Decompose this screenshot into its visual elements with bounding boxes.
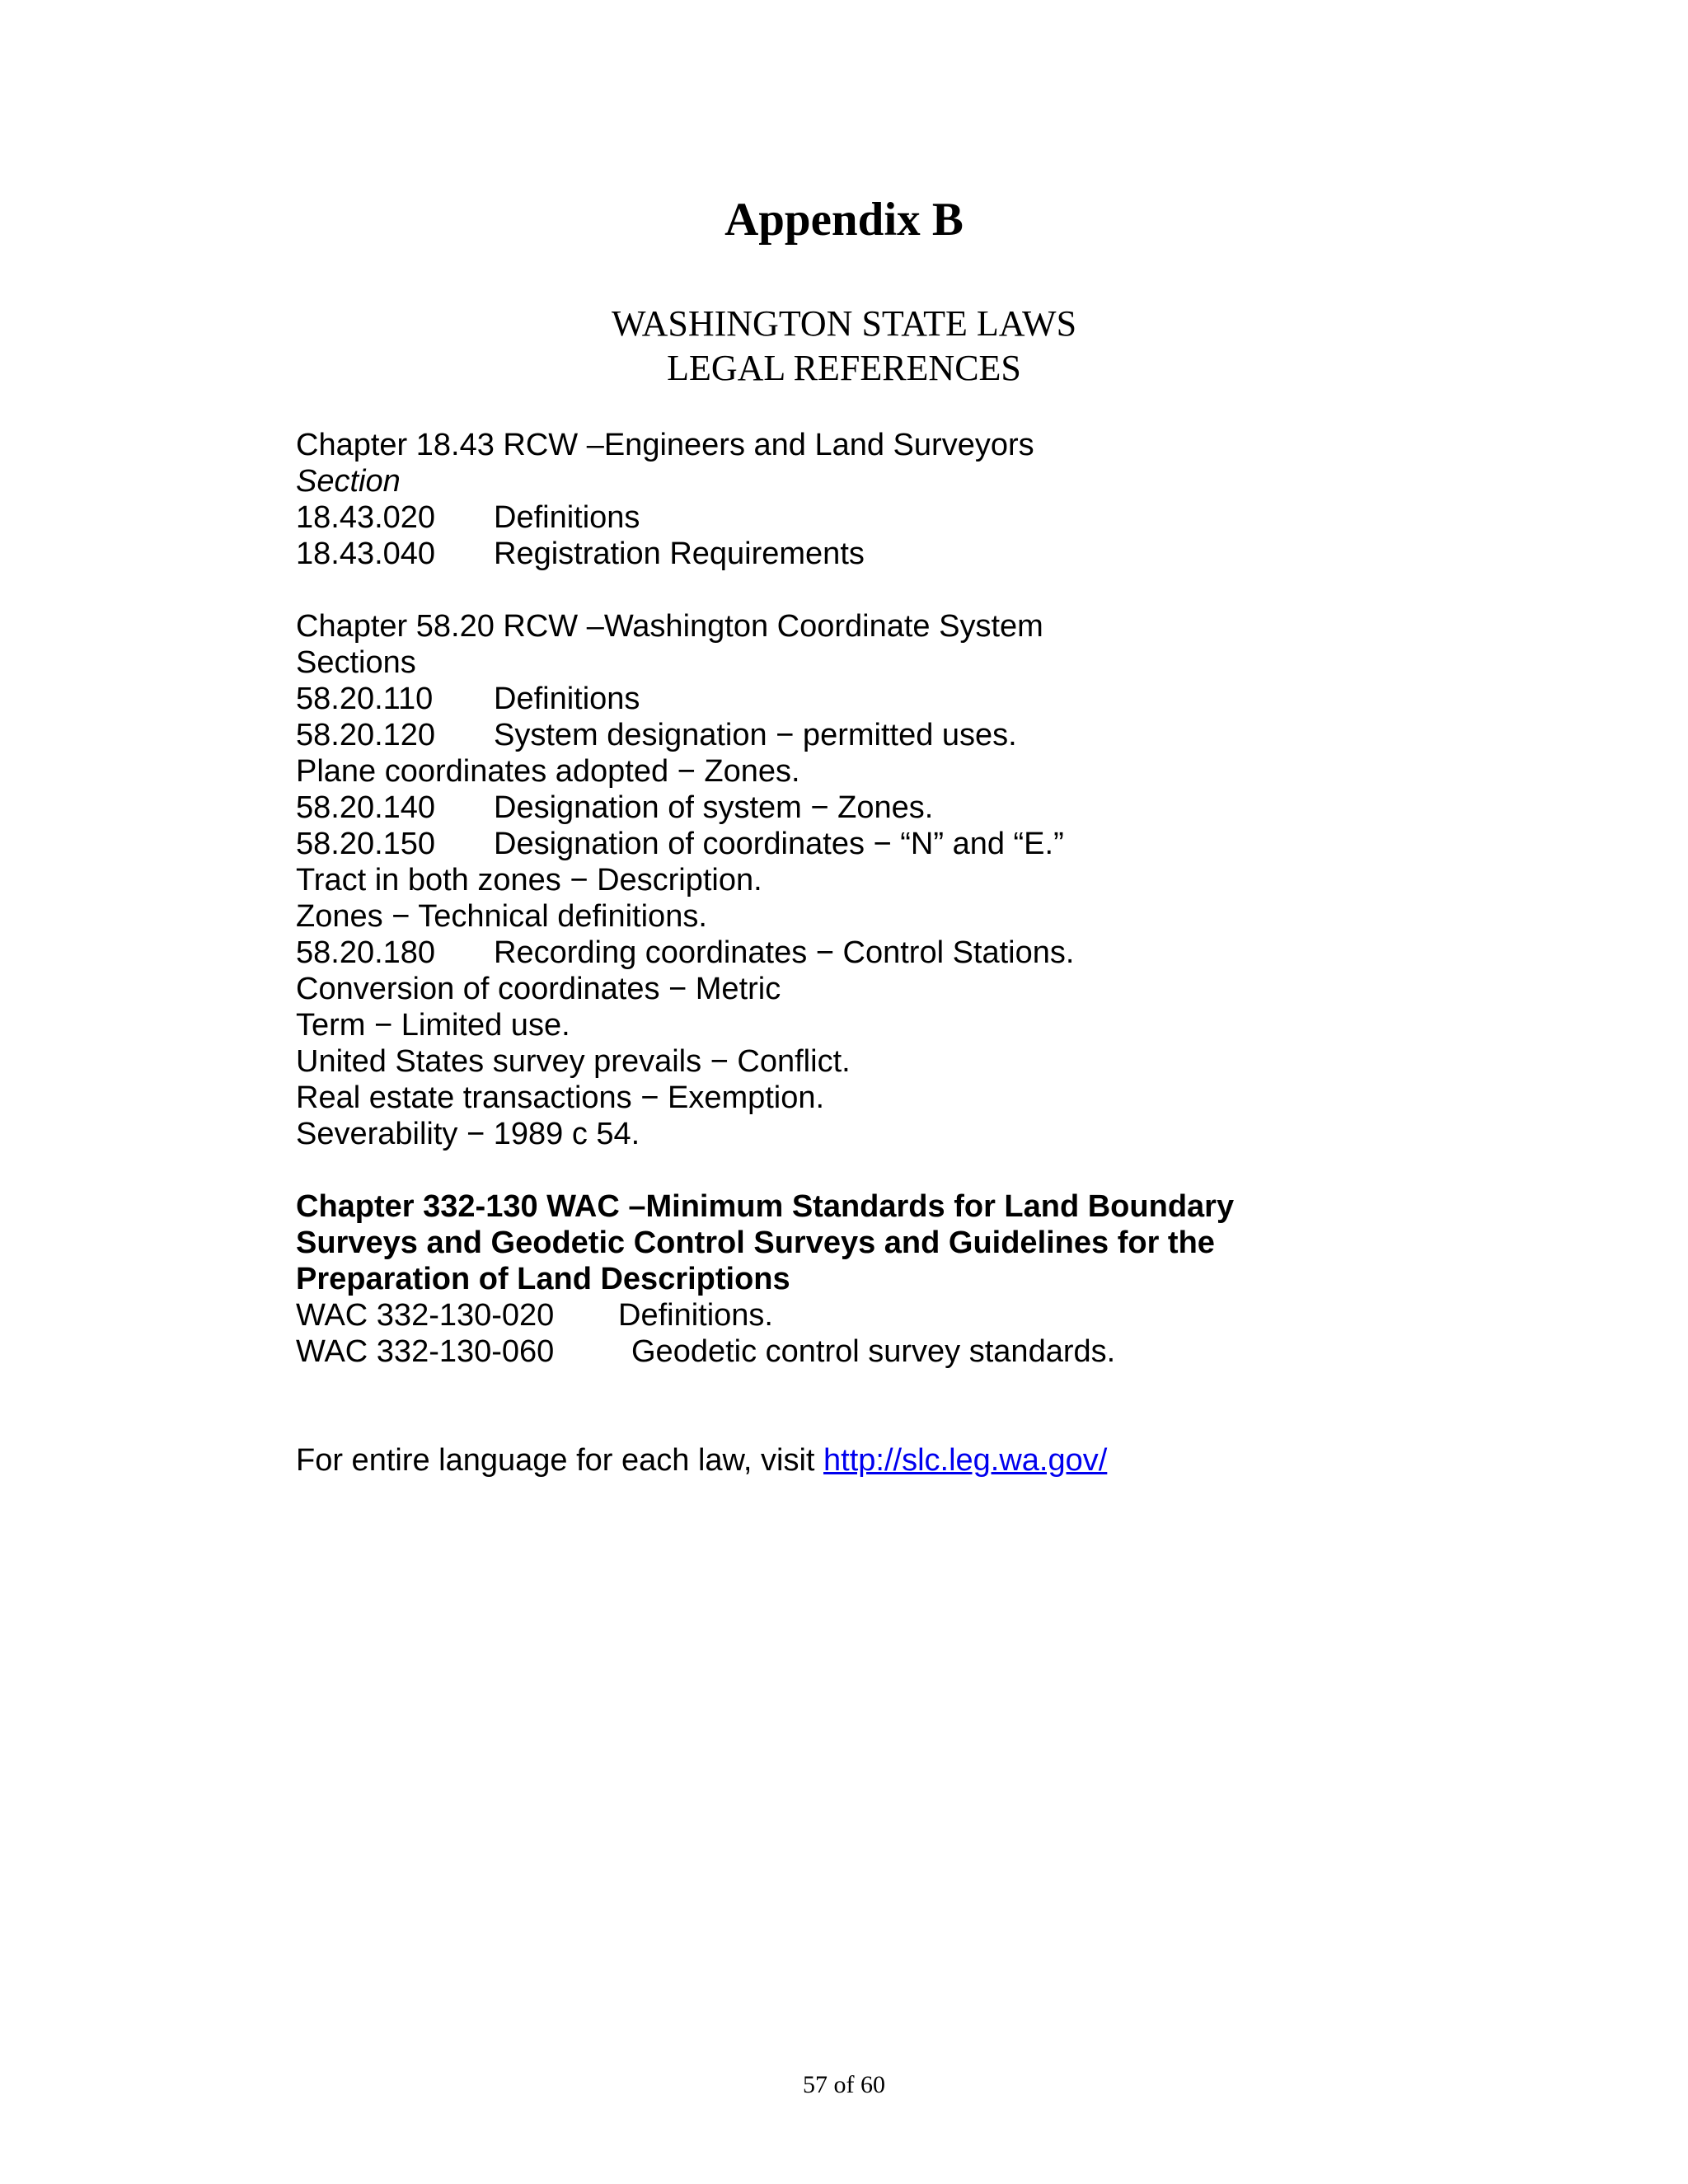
section-text: System designation − permitted uses. [494,718,1017,752]
references-body [296,427,1582,1479]
list-item [296,826,1582,862]
section-text: Recording coordinates − Control Stations. [494,935,1075,970]
rcw-18-43-heading: Chapter 18.43 RCW –Engineers and Land Surveyors [296,428,1034,462]
list-item [296,499,1582,536]
list-item: Severability − 1989 c 54. [296,1117,640,1151]
list-item: United States survey prevails − Conflict. [296,1044,851,1079]
wac-332-130-heading-line-2: Surveys and Geodetic Control Surveys and Guidelines for the [296,1226,1215,1260]
section-code: 58.20.140 [296,790,436,825]
list-item: Conversion of coordinates − Metric [296,972,781,1006]
section-text: Geodetic control survey standards. [631,1334,1116,1369]
legislature-link[interactable]: http://slc.leg.wa.gov/ [823,1443,1108,1478]
section-code: WAC 332-130-060 [296,1334,555,1369]
section-code: 58.20.110 [296,682,434,716]
list-item [296,536,1582,572]
wac-332-130-heading-line-1: Chapter 332-130 WAC –Minimum Standards for Land Boundary [296,1189,1235,1224]
section-code: WAC 332-130-020 [296,1298,555,1333]
subtitle-line-1: WASHINGTON STATE LAWS [611,303,1077,344]
section-code: 58.20.150 [296,827,436,861]
list-item: Term − Limited use. [296,1008,570,1043]
section-text: Designation of coordinates − “N” and “E.” [494,827,1064,861]
rcw-58-20-heading: Chapter 58.20 RCW –Washington Coordinate System [296,609,1043,644]
list-item: Plane coordinates adopted − Zones. [296,754,800,789]
section-text: Designation of system − Zones. [494,790,934,825]
section-code: 18.43.040 [296,537,436,571]
visit-text: For entire language for each law, visit [296,1443,824,1478]
list-item [296,1333,1582,1370]
list-item [296,935,1582,971]
list-item: Tract in both zones − Description. [296,863,762,898]
section-text: Definitions [494,682,640,716]
section-text: Registration Requirements [494,537,865,571]
section-code: 58.20.180 [296,935,436,970]
wac-332-130-heading-line-3: Preparation of Land Descriptions [296,1262,790,1296]
sections-label: Sections [296,645,416,680]
visit-line [296,1442,1582,1479]
list-item [296,717,1582,753]
list-item [296,681,1582,717]
list-item [296,790,1582,826]
section-label: Section [296,464,401,499]
page-number: 57 of 60 [803,2071,885,2098]
list-item [296,1297,1582,1333]
list-item: Real estate transactions − Exemption. [296,1080,825,1115]
section-text: Definitions. [618,1298,773,1333]
section-text: Definitions [494,500,640,535]
subtitle-line-2: LEGAL REFERENCES [667,348,1021,388]
page-title: Appendix B [724,194,964,246]
section-code: 58.20.120 [296,718,436,752]
section-code: 18.43.020 [296,500,436,535]
list-item: Zones − Technical definitions. [296,899,707,934]
